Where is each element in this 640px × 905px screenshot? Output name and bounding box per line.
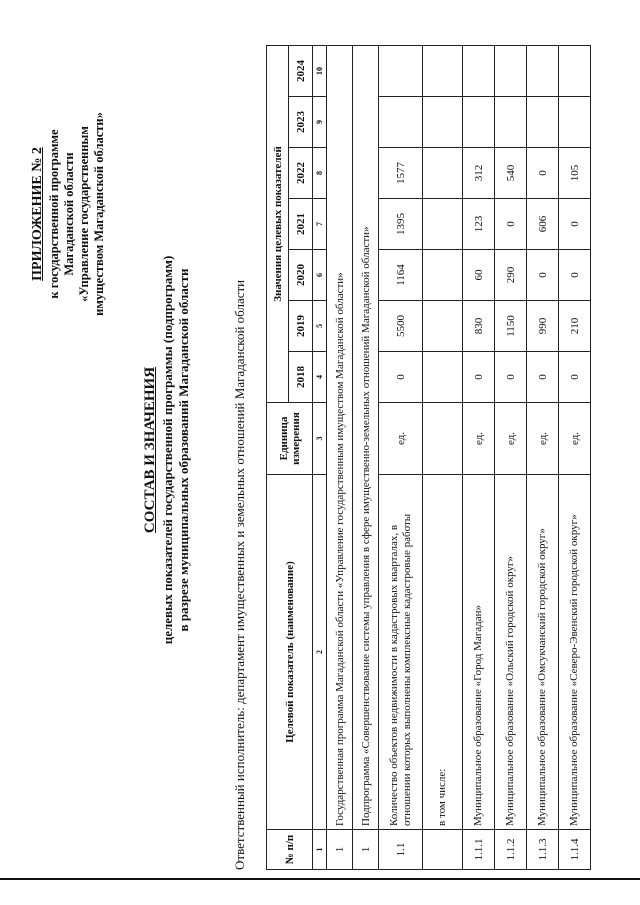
- row-value: 60: [463, 250, 495, 301]
- row-value: [463, 45, 495, 96]
- row-value: [527, 97, 559, 148]
- row-value: [423, 250, 463, 301]
- document-title: СОСТАВ И ЗНАЧЕНИЯ: [142, 366, 158, 534]
- column-number: 10: [313, 45, 327, 96]
- row-value: [495, 45, 527, 96]
- row-value: 540: [495, 148, 527, 199]
- row-value: [423, 97, 463, 148]
- table-row: [423, 45, 463, 869]
- row-num: 1.1: [379, 830, 423, 870]
- row-value: 0: [495, 352, 527, 403]
- row-unit: ед.: [527, 403, 559, 475]
- program-row: [327, 45, 353, 869]
- subprogram-row-num: 1: [353, 830, 379, 870]
- row-indicator-name: в том числе:: [423, 475, 463, 830]
- row-indicator-name: Муниципальное образование «Ольский городской округ»: [495, 475, 527, 830]
- row-indicator-name: Количество объектов недвижимости в кадастровых кварталах, в отношении которых выполнены комплексные кадастровые работы: [379, 475, 423, 830]
- row-indicator-name: Муниципальное образование «Омсукчанский городской округ»: [527, 475, 559, 830]
- column-number: 5: [313, 301, 327, 352]
- row-num: [423, 830, 463, 870]
- row-value: [379, 97, 423, 148]
- row-unit: ед.: [495, 403, 527, 475]
- row-value: [423, 301, 463, 352]
- row-indicator-name: Муниципальное образование «Северо-Эвенский городской округ»: [559, 475, 591, 830]
- row-num: 1.1.2: [495, 830, 527, 870]
- document-subtitle: целевых показателей государственной программы (подпрограмм): [160, 255, 175, 645]
- table-row: [379, 45, 423, 869]
- row-value: 990: [527, 301, 559, 352]
- appendix-block: [30, 34, 107, 394]
- row-value: 5500: [379, 301, 423, 352]
- row-value: [527, 45, 559, 96]
- row-unit: ед.: [559, 403, 591, 475]
- column-number: 3: [313, 403, 327, 475]
- subprogram-row-text: Подпрограмма «Совершенствование системы управления в сфере имущественно-земельных отношений Магаданской области»: [353, 45, 379, 829]
- subprogram-row: [353, 45, 379, 869]
- appendix-line: «Управление государственным: [77, 126, 91, 302]
- column-number: 4: [313, 352, 327, 403]
- row-value: 0: [559, 199, 591, 250]
- row-value: 210: [559, 301, 591, 352]
- column-number: 7: [313, 199, 327, 250]
- row-value: 0: [463, 352, 495, 403]
- responsible-executor: Ответственный исполнитель: департамент имущественных и земельных отношений Магаданской области: [232, 279, 247, 870]
- indicators-table: [266, 45, 591, 870]
- appendix-line: к государственной программе: [47, 129, 61, 299]
- row-value: 105: [559, 148, 591, 199]
- column-number: 8: [313, 148, 327, 199]
- column-number: 1: [313, 830, 327, 870]
- row-value: [463, 97, 495, 148]
- row-value: [495, 97, 527, 148]
- row-value: 1395: [379, 199, 423, 250]
- row-unit: ед.: [463, 403, 495, 475]
- row-num: 1.1.4: [559, 830, 591, 870]
- row-value: [379, 45, 423, 96]
- row-value: 830: [463, 301, 495, 352]
- row-value: 312: [463, 148, 495, 199]
- row-value: [423, 199, 463, 250]
- row-value: 0: [495, 199, 527, 250]
- appendix-line: Магаданской области: [62, 152, 76, 276]
- header-year: 2021: [289, 199, 313, 250]
- program-row-text: Государственная программа Магаданской области «Управление государственным имуществом Магаданской области»: [327, 45, 353, 829]
- column-number: 6: [313, 250, 327, 301]
- header-unit: Единица измерения: [267, 403, 313, 475]
- row-value: 0: [527, 148, 559, 199]
- appendix-line: имуществом Магаданской области»: [92, 112, 106, 316]
- row-value: [423, 352, 463, 403]
- header-year: 2022: [289, 148, 313, 199]
- row-value: [423, 45, 463, 96]
- row-value: [423, 148, 463, 199]
- appendix-heading: ПРИЛОЖЕНИЕ № 2: [30, 147, 45, 281]
- program-row-num: 1: [327, 830, 353, 870]
- row-value: 0: [527, 352, 559, 403]
- header-year: 2023: [289, 97, 313, 148]
- column-numbers-row: [313, 45, 327, 869]
- row-value: 1164: [379, 250, 423, 301]
- header-num: № п/п: [267, 830, 313, 870]
- table-row: [463, 45, 495, 869]
- row-value: 606: [527, 199, 559, 250]
- table-row: [559, 45, 591, 869]
- row-indicator-name: Муниципальное образование «Город Магадан»: [463, 475, 495, 830]
- row-value: 0: [559, 352, 591, 403]
- row-num: 1.1.1: [463, 830, 495, 870]
- header-year: 2020: [289, 250, 313, 301]
- rotated-document-page: [22, 20, 622, 880]
- row-value: 0: [527, 250, 559, 301]
- row-value: 1577: [379, 148, 423, 199]
- row-num: 1.1.3: [527, 830, 559, 870]
- column-number: 9: [313, 97, 327, 148]
- row-value: 290: [495, 250, 527, 301]
- row-unit: ед.: [379, 403, 423, 475]
- row-unit: [423, 403, 463, 475]
- row-value: [559, 45, 591, 96]
- row-value: 1150: [495, 301, 527, 352]
- header-year: 2024: [289, 45, 313, 96]
- header-values-group: Значения целевых показателей: [267, 45, 289, 402]
- row-value: 123: [463, 199, 495, 250]
- column-number: 2: [313, 475, 327, 830]
- header-year: 2018: [289, 352, 313, 403]
- header-indicator: Целевой показатель (наименование): [267, 475, 313, 830]
- row-value: 0: [559, 250, 591, 301]
- table-row: [527, 45, 559, 869]
- table-row: [495, 45, 527, 869]
- header-year: 2019: [289, 301, 313, 352]
- row-value: 0: [379, 352, 423, 403]
- row-value: [559, 97, 591, 148]
- document-title-block: [140, 20, 192, 880]
- document-subtitle: в разрезе муниципальных образований Магаданской области: [176, 268, 191, 632]
